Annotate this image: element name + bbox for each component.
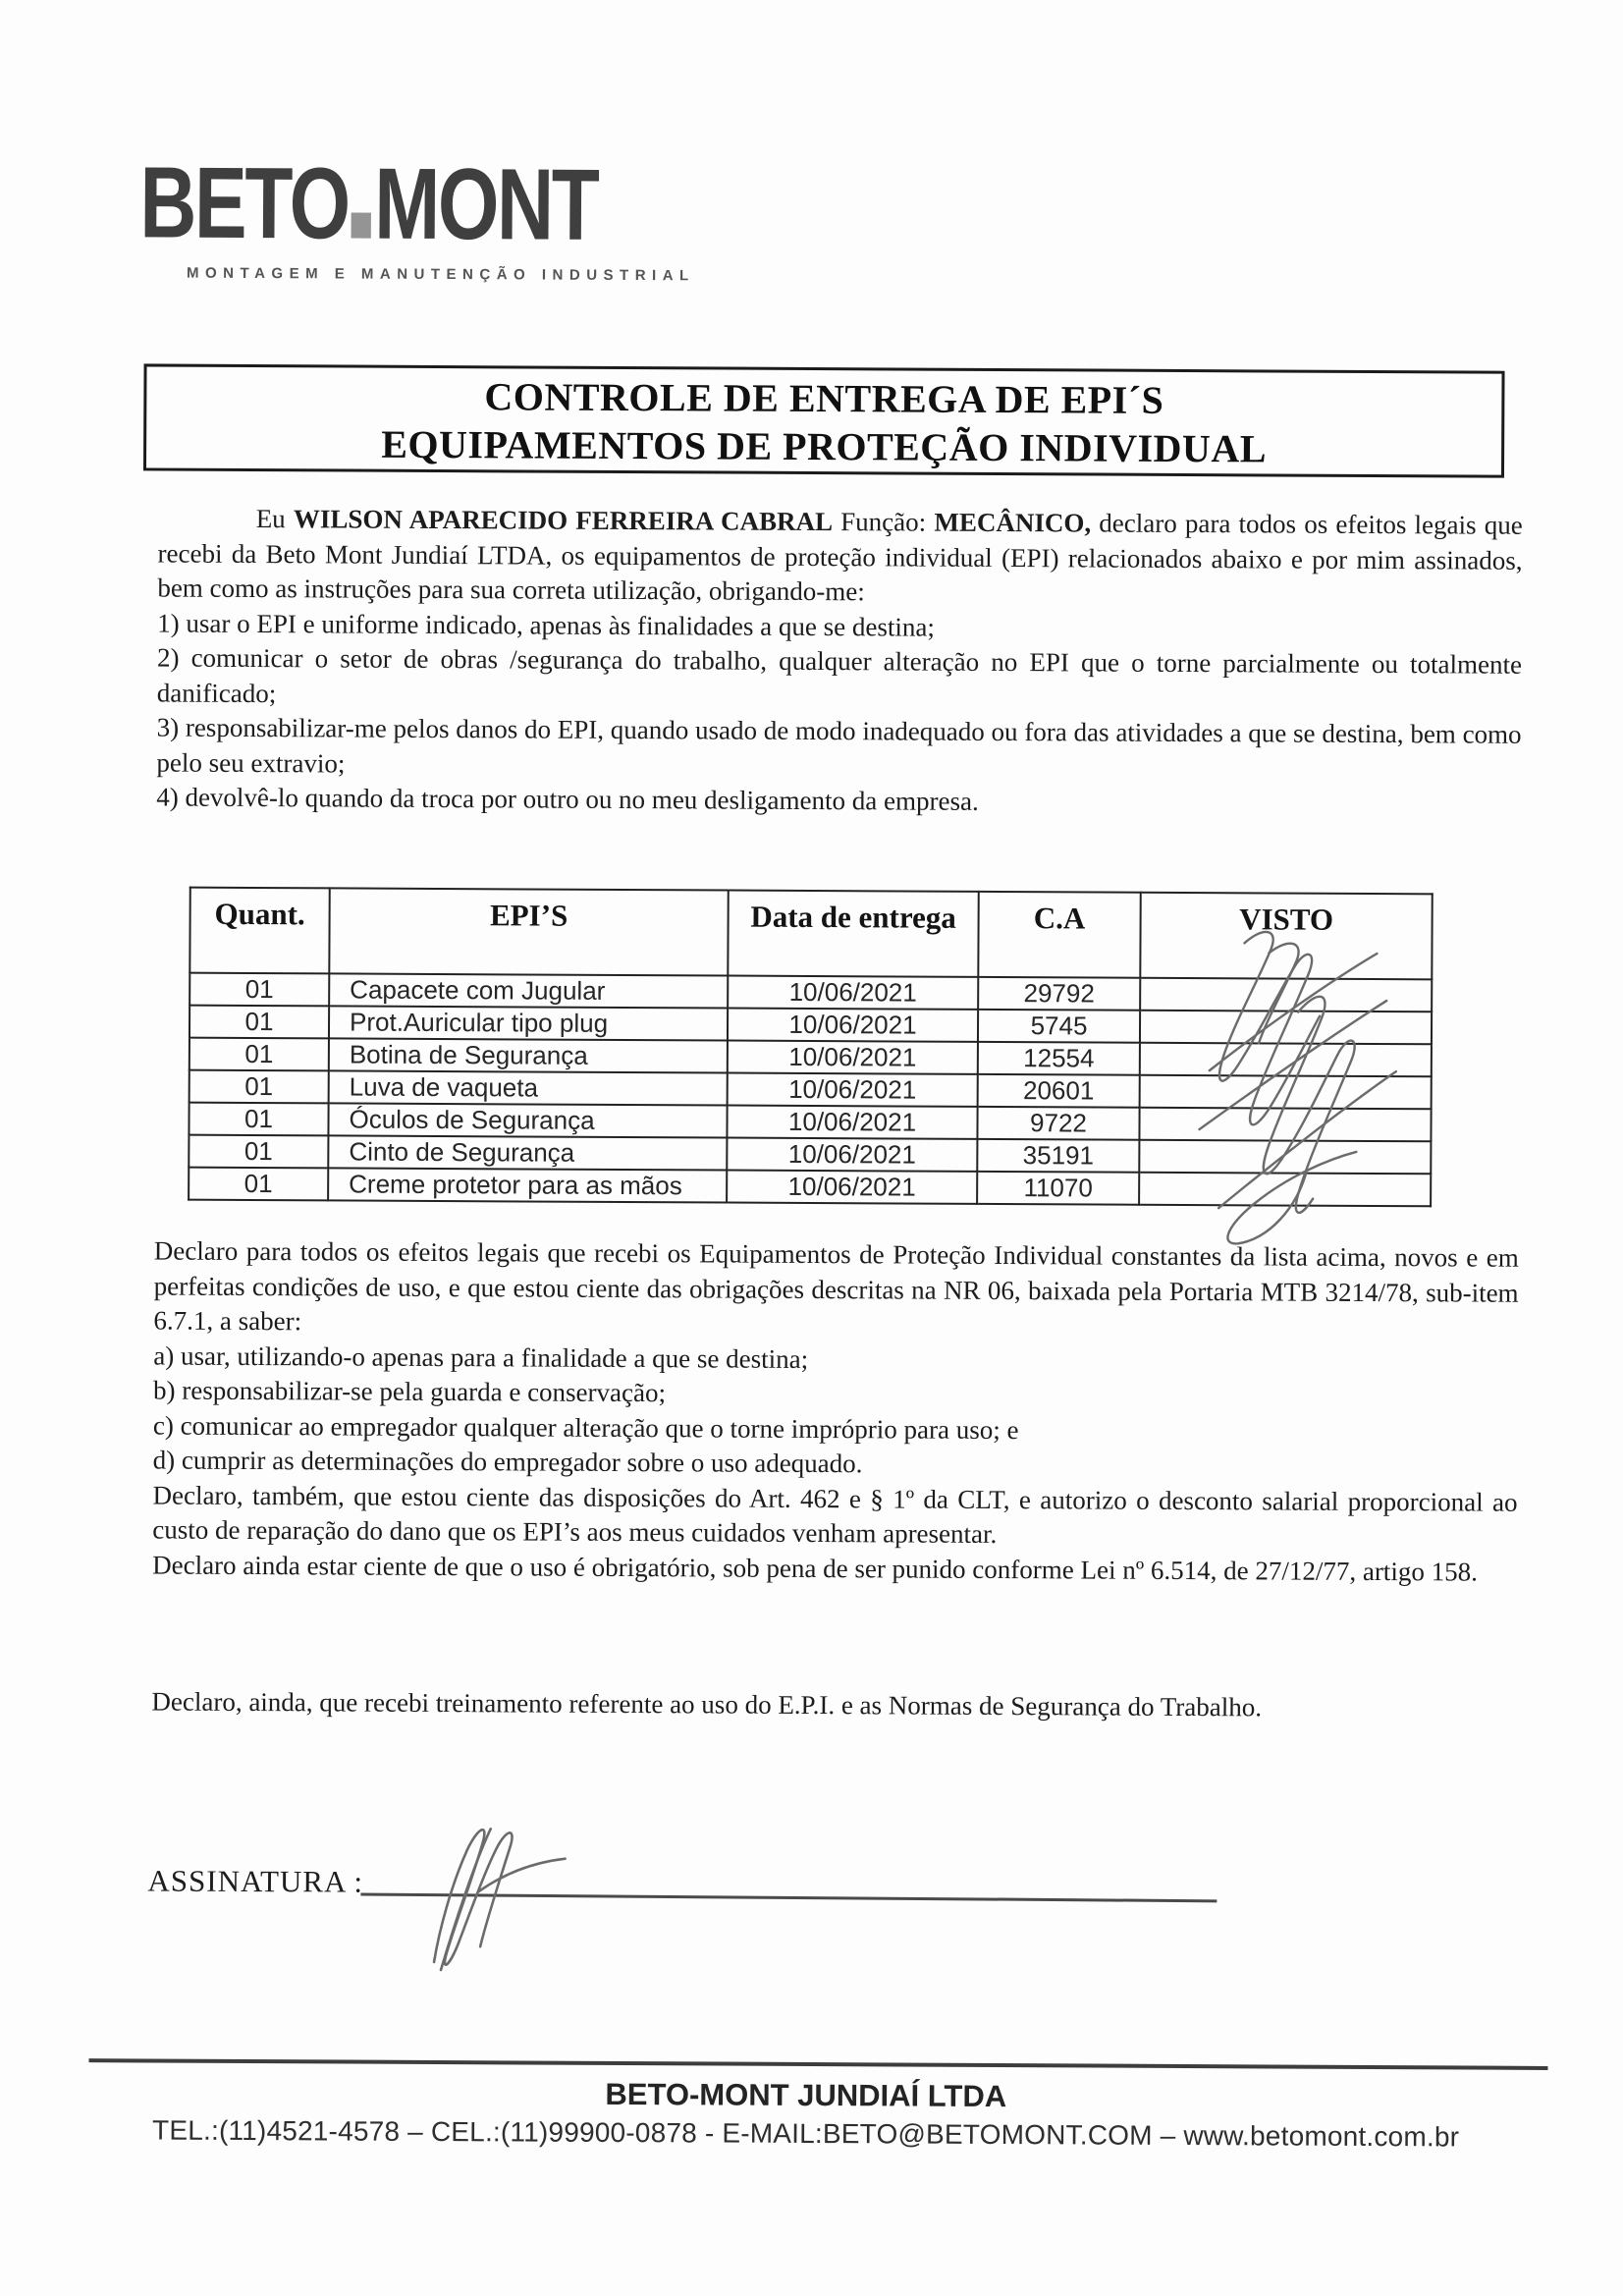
- cell-visto: [1139, 1108, 1431, 1142]
- declaration-item-b: b) responsabilizar-se pela guarda e conservação;: [153, 1375, 667, 1408]
- cell-epi: Botina de Segurança: [329, 1038, 728, 1072]
- intro-body: declaro para todos os efeitos legais que recebi da Beto Mont Jundiaí LTDA, os equipamentos de proteção individual (EPI) relacionados abaixo e por mim assinados, bem como as instruções para sua correta utilização, obrigando-me:: [157, 508, 1523, 607]
- cell-ca: 9722: [977, 1107, 1139, 1140]
- logo-square-dot-icon: [352, 213, 371, 239]
- logo-tagline: MONTAGEM E MANUTENÇÃO INDUSTRIAL: [186, 264, 695, 285]
- declarations-section: [152, 1233, 1519, 1589]
- cell-epi: Creme protetor para as mãos: [328, 1168, 727, 1202]
- logo-beto: BETO: [139, 145, 350, 260]
- col-header-ca: C.A: [978, 892, 1140, 978]
- cell-quant: 01: [189, 1070, 329, 1104]
- cell-epi: Capacete com Jugular: [329, 973, 728, 1008]
- footer-divider: [89, 2058, 1548, 2070]
- company-logo: [139, 145, 727, 285]
- cell-ca: 5745: [978, 1010, 1140, 1043]
- signature-label: ASSINATURA :: [147, 1863, 364, 1899]
- cell-visto: [1139, 1173, 1431, 1207]
- cell-epi: Luva de vaqueta: [329, 1070, 728, 1105]
- declaration-item-d: d) cumprir as determinações do empregador sobre o uso adequado.: [152, 1445, 863, 1479]
- cell-visto: [1140, 1011, 1432, 1045]
- cell-data: 10/06/2021: [728, 976, 978, 1010]
- cell-visto: [1140, 1043, 1432, 1077]
- intro-lead: Eu: [255, 504, 286, 534]
- cell-epi: Prot.Auricular tipo plug: [329, 1006, 728, 1040]
- table-header-row: [189, 888, 1432, 980]
- cell-ca: 11070: [977, 1172, 1139, 1205]
- cell-quant: 01: [189, 1135, 328, 1169]
- cell-quant: 01: [189, 1103, 328, 1136]
- employee-name: WILSON APARECIDO FERREIRA CABRAL: [293, 504, 834, 537]
- training-declaration: Declaro, ainda, que recebi treinamento referente ao uso do E.P.I. e as Normas de Segurança do Trabalho.: [151, 1686, 1263, 1722]
- signature-scribble: [380, 1803, 577, 1979]
- document-title-box: [143, 363, 1505, 477]
- cell-quant: 01: [189, 1168, 328, 1201]
- signature-line: [360, 1892, 1217, 1902]
- cell-data: 10/06/2021: [727, 1138, 977, 1172]
- cell-ca: 35191: [977, 1139, 1139, 1173]
- cell-visto: [1140, 978, 1432, 1012]
- obligation-item-3: 3) responsabilizar-me pelos danos do EPI, quando usado de modo inadequado ou fora das atividades a que se destina, bem como pelo seu extravio;: [156, 712, 1522, 779]
- role-value: MECÂNICO,: [934, 507, 1092, 538]
- document-title-line1: CONTROLE DE ENTREGA DE EPI´S: [484, 374, 1164, 422]
- logo-wordmark: [139, 145, 598, 261]
- cell-quant: 01: [189, 1038, 329, 1071]
- cell-data: 10/06/2021: [728, 1041, 978, 1074]
- document-title-line2: EQUIPAMENTOS DE PROTEÇÃO INDIVIDUAL: [381, 421, 1268, 471]
- col-header-epis: EPI’S: [329, 888, 728, 975]
- declaration-paragraph-2: Declaro, também, que estou ciente das disposições do Art. 462 e § 1º da CLT, e autorizo o desconto salarial proporcional ao custo de reparação do dano que os EPI’s aos meus cuidados venham apresentar.: [152, 1479, 1518, 1549]
- cell-ca: 20601: [978, 1074, 1140, 1108]
- table-row: [189, 1168, 1431, 1207]
- cell-ca: 12554: [978, 1042, 1140, 1075]
- role-label: Função:: [840, 507, 927, 537]
- declaration-item-c: c) comunicar ao empregador qualquer alteração que o torne impróprio para uso; e: [152, 1409, 1019, 1445]
- declaration-item-a: a) usar, utilizando-o apenas para a finalidade a que se destina;: [153, 1339, 809, 1374]
- declaration-paragraph-3: Declaro ainda estar ciente de que o uso é obrigatório, sob pena de ser punido conforme Lei nº 6.514, de 27/12/77, artigo 158.: [152, 1549, 1478, 1587]
- cell-epi: Cinto de Segurança: [328, 1135, 727, 1170]
- cell-data: 10/06/2021: [727, 1106, 977, 1139]
- logo-mont: MONT: [374, 146, 598, 261]
- col-header-data-entrega: Data de entrega: [728, 891, 978, 977]
- cell-quant: 01: [189, 1006, 329, 1039]
- footer-contact-info: TEL.:(11)4521-4578 – CEL.:(11)99900-0878 - E-MAIL:BETO@BETOMONT.COM – www.betomont.com.br: [151, 2114, 1460, 2153]
- footer-company-name: BETO-MONT JUNDIAÍ LTDA: [605, 2076, 1007, 2114]
- intro-section: [156, 502, 1523, 823]
- cell-quant: 01: [189, 973, 329, 1007]
- cell-visto: [1140, 1075, 1432, 1110]
- cell-data: 10/06/2021: [727, 1171, 977, 1204]
- col-header-quant: Quant.: [189, 888, 329, 974]
- col-header-visto: VISTO: [1140, 893, 1432, 980]
- cell-ca: 29792: [978, 977, 1140, 1011]
- epi-delivery-table: [188, 887, 1434, 1208]
- declaration-paragraph-1: Declaro para todos os efeitos legais que recebi os Equipamentos de Proteção Individual constantes da lista acima, novos e em perfeitas condições de uso, e que estou ciente das obrigações descritas na NR 06, baixada pela Portaria MTB 3214/78, sub-item 6.7.1, a saber:: [153, 1235, 1519, 1337]
- cell-data: 10/06/2021: [728, 1009, 978, 1042]
- cell-data: 10/06/2021: [728, 1073, 978, 1107]
- cell-visto: [1139, 1140, 1431, 1175]
- intro-paragraph: [157, 502, 1523, 614]
- obligation-item-4: 4) devolvê-lo quando da troca por outro ou no meu desligamento da empresa.: [156, 782, 979, 816]
- obligation-item-2: 2) comunicar o setor de obras /segurança do trabalho, qualquer alteração no EPI que o torne parcialmente ou totalmente danificado;: [156, 642, 1523, 708]
- cell-epi: Óculos de Segurança: [328, 1103, 727, 1137]
- obligation-item-1: 1) usar o EPI e uniforme indicado, apenas às finalidades a que se destina;: [157, 608, 935, 642]
